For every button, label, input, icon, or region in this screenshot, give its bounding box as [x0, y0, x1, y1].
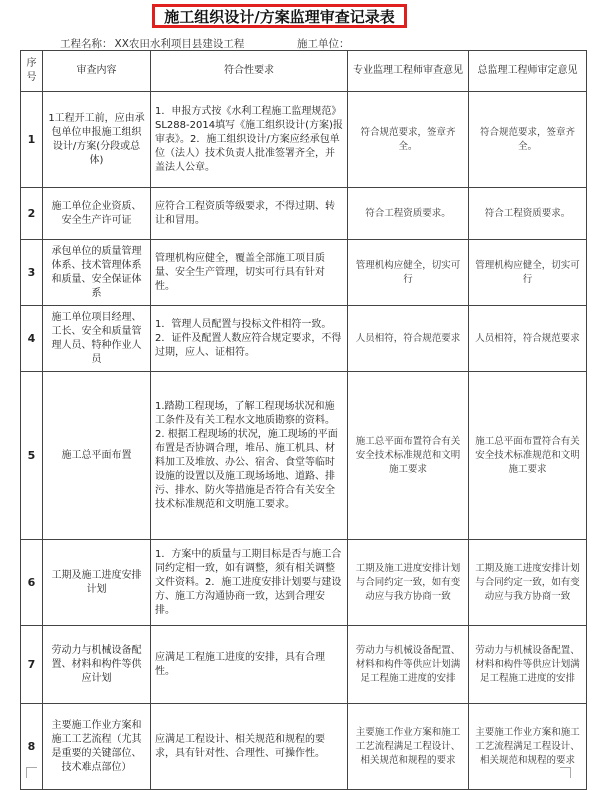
row-item: 劳动力与机械设备配置、材料和构件等供应计划: [43, 626, 151, 704]
row-item: 施工总平面布置: [43, 372, 151, 540]
header-requirement: 符合性要求: [151, 51, 348, 92]
row-supervisor-opinion: 符合规范要求，签章齐全。: [348, 92, 469, 188]
row-item: 1工程开工前，应由承包单位申报施工组织设计/方案(分段或总体): [43, 92, 151, 188]
row-requirement: 1．申报方式按《水利工程施工监理规范》SL288-2014填写《施工组织设计(方案)报审表》。2．施工组织设计/方案应经承包单位（法人）技术负责人批准签署齐全，并盖法人公章。: [151, 92, 348, 188]
row-num: 3: [21, 240, 43, 306]
row-supervisor-opinion: 主要施工作业方案和施工工艺流程满足工程设计、相关规范和规程的要求: [348, 704, 469, 790]
contractor-label: 施工单位：: [297, 38, 350, 50]
page-corner-mark: [26, 767, 37, 778]
row-chief-opinion: 施工总平面布置符合有关安全技术标准规范和文明施工要求: [469, 372, 587, 540]
row-chief-opinion: 工期及施工进度安排计划与合同约定一致，如有变动应与我方协商一致: [469, 540, 587, 626]
header-item: 审查内容: [43, 51, 151, 92]
page-corner-mark: [560, 767, 571, 778]
table-row: [21, 372, 587, 540]
row-supervisor-opinion: 符合工程资质要求。: [348, 188, 469, 240]
row-requirement: 应满足工程施工进度的安排，具有合理性。: [151, 626, 348, 704]
row-supervisor-opinion: 施工总平面布置符合有关安全技术标准规范和文明施工要求: [348, 372, 469, 540]
row-num: 5: [21, 372, 43, 540]
project-name-label: 工程名称：: [60, 38, 113, 50]
row-num: 4: [21, 306, 43, 372]
table-row: [21, 626, 587, 704]
row-chief-opinion: 符合规范要求，签章齐全。: [469, 92, 587, 188]
row-num: 7: [21, 626, 43, 704]
header-num: 序号: [21, 51, 43, 92]
row-requirement: 1．方案中的质量与工期目标是否与施工合同约定相一致，如有调整，须有相关调整文件资料。2．施工进度安排计划要与建设方、施工方沟通协商一致，达到合理安排。: [151, 540, 348, 626]
table-row: [21, 188, 587, 240]
row-requirement: 应满足工程设计、相关规范和规程的要求，具有针对性、合理性、可操作性。: [151, 704, 348, 790]
table-header-row: [21, 51, 587, 92]
table-row: [21, 704, 587, 790]
row-item: 主要施工作业方案和施工工艺流程（尤其是重要的关键部位、技术难点部位）: [43, 704, 151, 790]
row-chief-opinion: 符合工程资质要求。: [469, 188, 587, 240]
table-row: [21, 92, 587, 188]
row-chief-opinion: 人员相符，符合规范要求: [469, 306, 587, 372]
row-chief-opinion: 主要施工作业方案和施工工艺流程满足工程设计、相关规范和规程的要求: [469, 704, 587, 790]
table-row: [21, 240, 587, 306]
contractor-field: [297, 36, 352, 51]
row-supervisor-opinion: 工期及施工进度安排计划与合同约定一致，如有变动应与我方协商一致: [348, 540, 469, 626]
row-item: 承包单位的质量管理体系、技术管理体系和质量、安全保证体系: [43, 240, 151, 306]
row-supervisor-opinion: 人员相符，符合规范要求: [348, 306, 469, 372]
row-requirement: 1.踏勘工程现场，了解工程现场状况和施工条件及有关工程水文地质勘察的资料。2. 根据工程现场的状况，施工现场的平面布置是否协调合理，堆吊、施工机具、材料加工及堆放、办公、宿舍、食堂等临时设施的设置以及施工现场场地、道路、排污、排水、防火等措施是否符合有关安全技术标准规范和文明施工要求。: [151, 372, 348, 540]
row-supervisor-opinion: 管理机构应健全，切实可行: [348, 240, 469, 306]
row-item: 施工单位项目经理、工长、安全和质量管理人员、特种作业人员: [43, 306, 151, 372]
header-supervisor-opinion: 专业监理工程师审查意见: [348, 51, 469, 92]
document-title: 施工组织设计/方案监理审查记录表: [152, 4, 407, 28]
row-requirement: 1．管理人员配置与投标文件相符一致。2．证件及配置人数应符合规定要求，不得过期，应人、证相符。: [151, 306, 348, 372]
table-row: [21, 540, 587, 626]
header-meta: [60, 36, 350, 51]
row-item: 工期及施工进度安排计划: [43, 540, 151, 626]
row-chief-opinion: 劳动力与机械设备配置、材料和构件等供应计划满足工程施工进度的安排: [469, 626, 587, 704]
row-num: 1: [21, 92, 43, 188]
row-chief-opinion: 管理机构应健全，切实可行: [469, 240, 587, 306]
review-record-table: [20, 50, 587, 790]
table-row: [21, 306, 587, 372]
row-num: 8: [21, 704, 43, 790]
row-num: 2: [21, 188, 43, 240]
project-name-value: XX农田水利项目县建设工程: [114, 38, 245, 50]
row-num: 6: [21, 540, 43, 626]
header-chief-opinion: 总监理工程师审定意见: [469, 51, 587, 92]
row-requirement: 管理机构应健全，覆盖全部施工项目质量、安全生产管理，切实可行具有针对性。: [151, 240, 348, 306]
row-requirement: 应符合工程资质等级要求，不得过期、转让和冒用。: [151, 188, 348, 240]
row-supervisor-opinion: 劳动力与机械设备配置、材料和构件等供应计划满足工程施工进度的安排: [348, 626, 469, 704]
row-item: 施工单位企业资质、安全生产许可证: [43, 188, 151, 240]
